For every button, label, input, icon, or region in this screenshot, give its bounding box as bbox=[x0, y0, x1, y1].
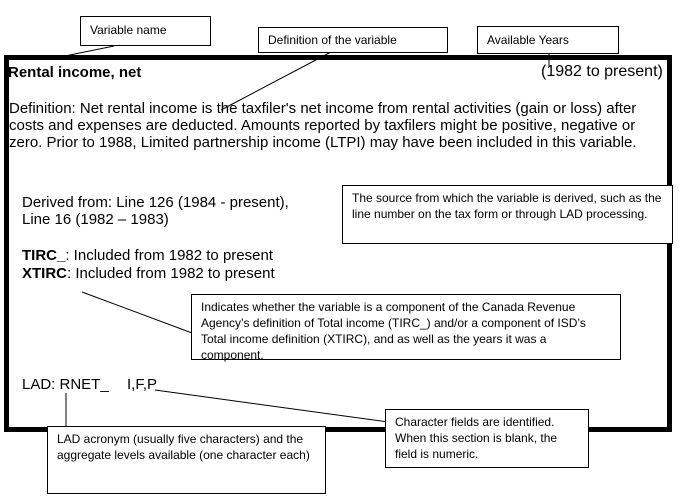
callout-component: Indicates whether the variable is a component of the Canada Revenue Agency’s definition of Total income (TIRC_) and/or a component of ISD’s Total income definition (XTIRC), and as well as the years it was a component. bbox=[191, 294, 621, 360]
connector-component bbox=[82, 292, 192, 333]
callout-variable-name: Variable name bbox=[80, 16, 211, 46]
callout-lad-acronym: LAD acronym (usually five characters) and the aggregate levels available (one character each) bbox=[47, 426, 326, 494]
xtirc-label: XTIRC bbox=[22, 265, 67, 282]
connector-variable-name bbox=[60, 46, 114, 57]
lad-code: LAD: RNET_ bbox=[22, 376, 109, 393]
tirc-line bbox=[22, 247, 273, 264]
callout-definition: Definition of the variable bbox=[258, 27, 448, 53]
available-years-value: (1982 to present) bbox=[541, 63, 663, 80]
tirc-text: : Included from 1982 to present bbox=[65, 247, 273, 264]
tirc-label: TIRC_ bbox=[22, 247, 66, 264]
callout-available-years: Available Years bbox=[477, 26, 619, 54]
xtirc-line bbox=[22, 265, 275, 282]
definition-text: Definition: Net rental income is the taxfiler's net income from rental activities (gain or loss) after costs and expenses are deducted. Amounts reported by taxfilers might be positive, negative or zero. Prior to 1988, Limited partnership income (LTPI) may have been included in this variable. bbox=[9, 100, 637, 151]
variable-title: Rental income, net bbox=[8, 64, 142, 81]
derived-from-line2: Line 16 (1982 – 1983) bbox=[22, 211, 169, 228]
callout-source: The source from which the variable is derived, such as the line number on the tax form or through LAD processing. bbox=[342, 185, 673, 244]
connector-character bbox=[155, 390, 388, 422]
xtirc-text: : Included from 1982 to present bbox=[67, 265, 275, 282]
callout-character-fields: Character fields are identified. When this section is blank, the field is numeric. bbox=[385, 409, 589, 468]
derived-from-line1: Derived from: Line 126 (1984 - present), bbox=[22, 194, 289, 211]
lad-levels: I,F,P bbox=[127, 376, 158, 393]
